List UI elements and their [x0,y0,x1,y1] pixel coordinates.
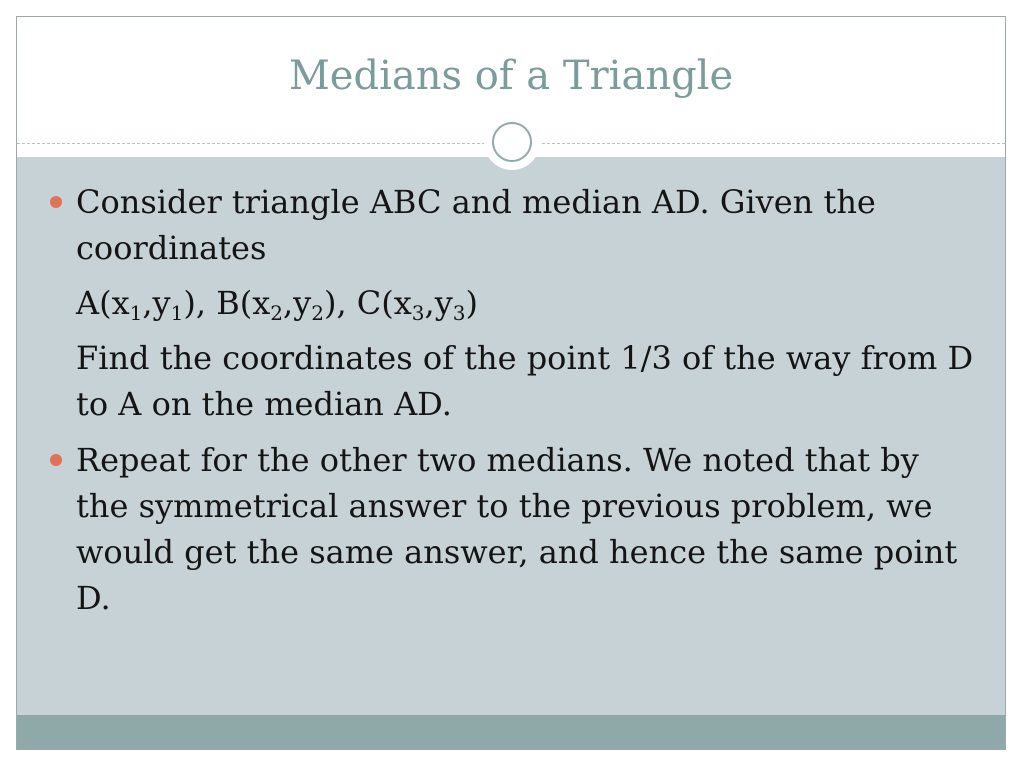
circle-ornament-icon [484,114,540,170]
coord-c: $C(x_3,y_3)$ [356,284,478,325]
bullet-1-text: Consider triangle ABC and median AD. Given the coordinates [76,183,876,267]
footer-bar [17,715,1005,749]
bullet-dot-icon [50,196,62,208]
coordinates-line [76,280,977,326]
bullet-item-2 [47,437,977,621]
slide-title: Medians of a Triangle [288,53,734,99]
slide-body [17,157,1005,715]
coord-a: $A(x_1,y_1)$, [76,284,217,325]
bullet-item-1 [47,179,977,427]
slide [16,16,1006,750]
bullet-dot-icon [50,454,62,466]
bullet-2-text: Repeat for the other two medians. We noted that by the symmetrical answer to the previous problem, we would get the same answer, and hence the same point D. [76,441,958,617]
ornament-ring [492,122,532,162]
bullet-list [47,179,977,621]
coord-b: $B(x_2,y_2)$, [216,284,357,325]
bullet-1-task: Find the coordinates of the point 1/3 of the way from D to A on the median AD. [76,339,974,423]
